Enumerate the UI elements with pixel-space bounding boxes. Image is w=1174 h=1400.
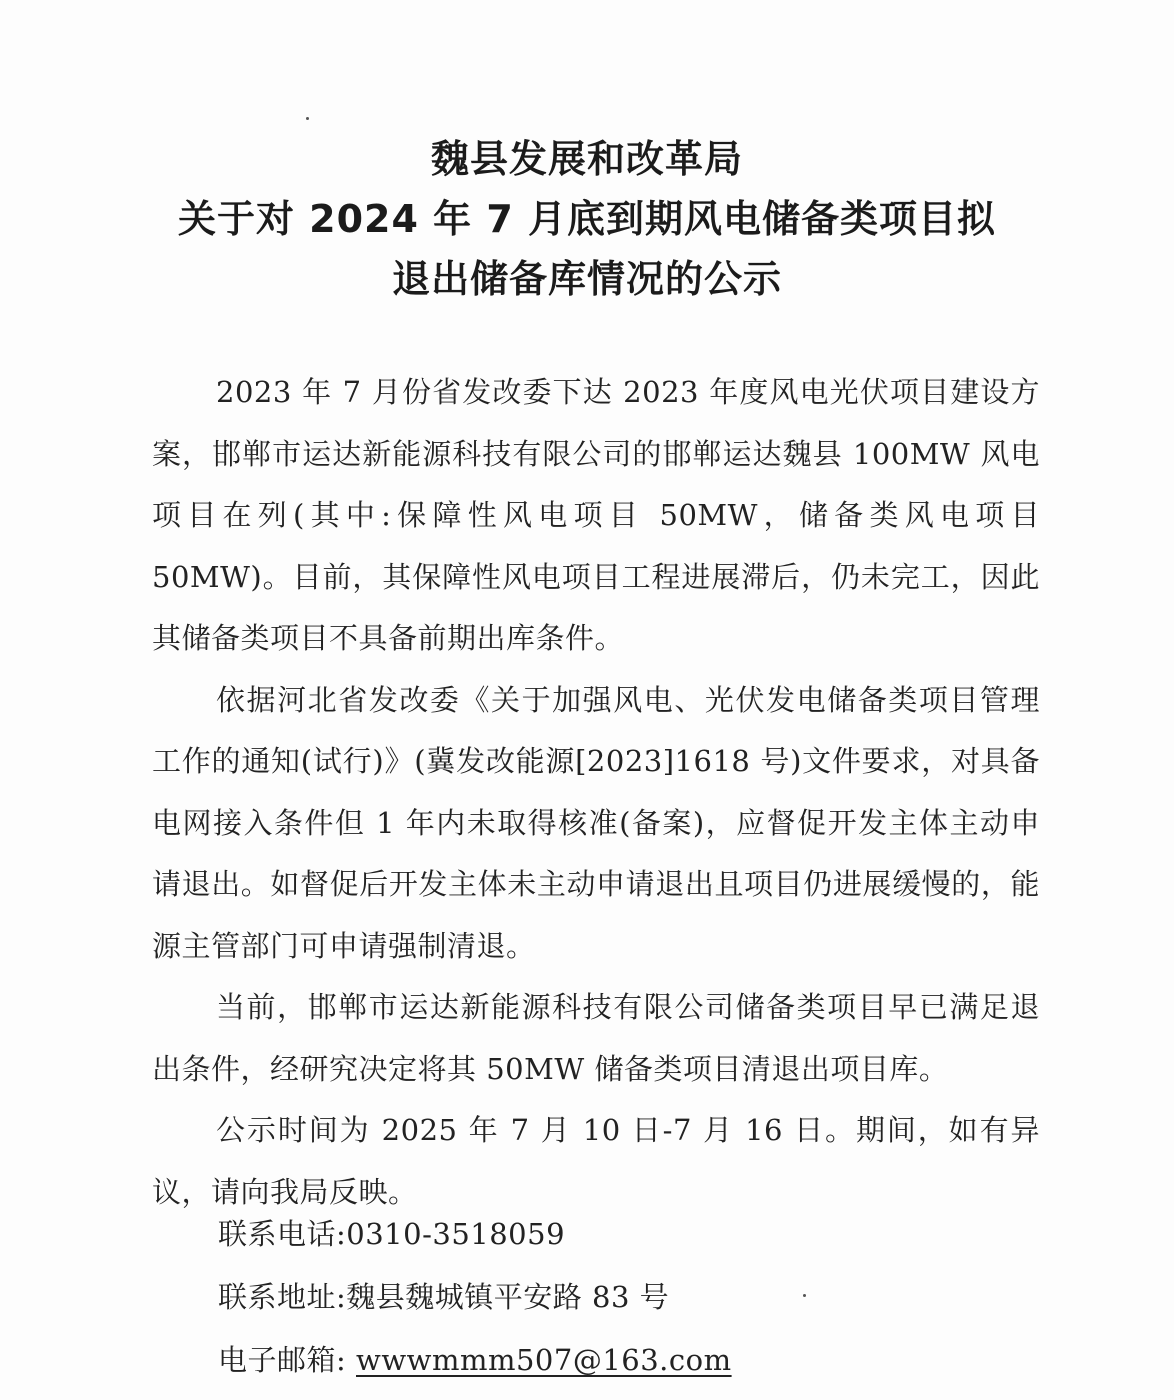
notice-body bbox=[152, 362, 1040, 1223]
contact-email-link[interactable]: wwwmmm507@163.com bbox=[356, 1343, 732, 1377]
paragraph-background: 2023 年 7 月份省发改委下达 2023 年度风电光伏项目建设方案，邯郸市运达新能源科技有限公司的邯郸运达魏县 100MW 风电项目在列(其中:保障性风电项目 50MW，储备类风电项目 50MW)。目前，其保障性风电项目工程进展滞后，仍未完工，因此其储备类项目不具备前期出库条件。 bbox=[152, 375, 1040, 655]
contact-phone-label: 联系电话: bbox=[218, 1217, 347, 1251]
scan-speck bbox=[306, 117, 309, 120]
title-line-1: 魏县发展和改革局 bbox=[430, 137, 743, 181]
paragraph-notice-period: 公示时间为 2025 年 7 月 10 日-7 月 16 日。期间，如有异议，请向我局反映。 bbox=[152, 1113, 1040, 1209]
contact-phone bbox=[218, 1212, 565, 1253]
scan-speck bbox=[803, 1294, 806, 1297]
title-line-2: 关于对 2024 年 7 月底到期风电储备类项目拟 bbox=[177, 197, 997, 241]
title-line-3: 退出储备库情况的公示 bbox=[391, 257, 782, 301]
contact-email bbox=[218, 1338, 732, 1379]
paragraph-policy-basis: 依据河北省发改委《关于加强风电、光伏发电储备类项目管理工作的通知(试行)》(冀发改能源[2023]1618 号)文件要求，对具备电网接入条件但 1 年内未取得核准(备案)，应督促开发主体主动申请退出。如督促后开发主体未主动申请退出且项目仍进展缓慢的，能源主管部门可申请强制清退。 bbox=[152, 682, 1040, 963]
contact-phone-value: 0310-3518059 bbox=[346, 1217, 566, 1251]
contact-email-label: 电子邮箱: bbox=[218, 1343, 347, 1377]
contact-address-value: 魏县魏城镇平安路 83 号 bbox=[346, 1280, 670, 1314]
paragraph-decision: 当前，邯郸市运达新能源科技有限公司储备类项目早已满足退出条件，经研究决定将其 50MW 储备类项目清退出项目库。 bbox=[152, 990, 1040, 1086]
contact-address bbox=[218, 1275, 669, 1316]
contact-address-label: 联系地址: bbox=[218, 1280, 347, 1314]
